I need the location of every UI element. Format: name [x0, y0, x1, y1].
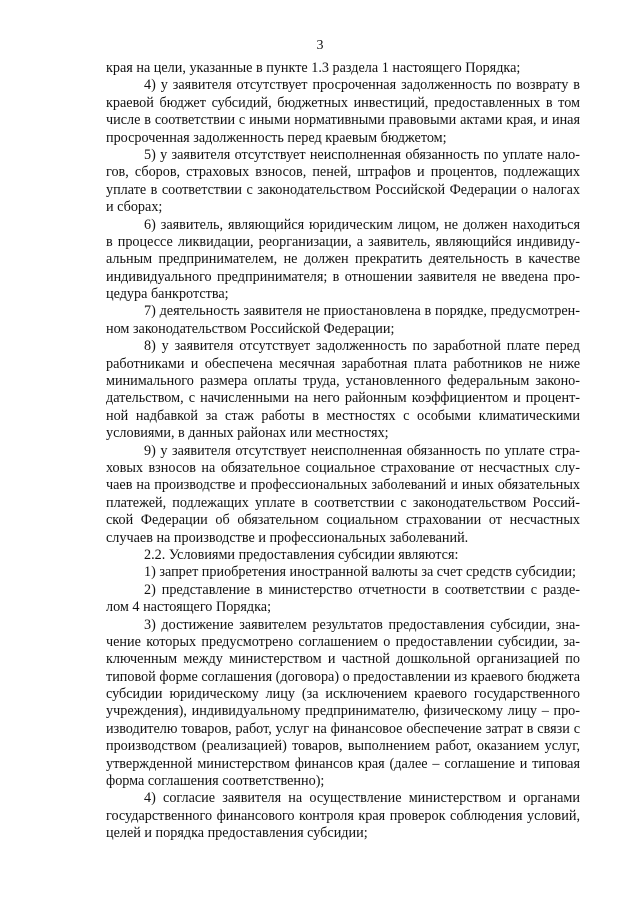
text-line: лом 4 настоящего Порядка;	[106, 599, 272, 616]
text-line: целей и порядка предоставления субсидии;	[106, 825, 368, 842]
text-line: типовой форме соглашения (договора) о предоставлении из краевого бюджета	[106, 668, 580, 685]
text-line: ховых взносов на обязательное социальное страхование от несчастных слу-	[106, 459, 580, 476]
text-line: субсидии юридическому лицу (за исключением краевого государственного	[106, 686, 580, 703]
text-line: в процессе ликвидации, реорганизации, а заявитель, являющийся индивиду-	[106, 233, 580, 250]
text-line: работниками и обеспечена месячная заработная плата работников не ниже	[106, 355, 580, 372]
text-line: производством (реализацией) товаров, выполнением работ, оказанием услуг,	[106, 738, 580, 755]
text-line: индивидуального предпринимателя; в отношении заявителя не введена про-	[106, 268, 580, 285]
text-line: государственного финансового контроля края проверок соблюдения условий,	[106, 807, 580, 824]
text-line: утвержденной министерством финансов края (далее – соглашение и типовая	[106, 755, 580, 772]
text-line: условиями, в данных районах или местностях;	[106, 425, 389, 442]
text-line: ской Федерации об обязательном социальном страховании от несчастных	[106, 512, 580, 529]
text-line: краевой бюджет субсидий, бюджетных инвестиций, предоставленных в том	[106, 94, 580, 111]
text-line: чение которых предусмотрено соглашением о предоставлении субсидии, за-	[106, 633, 580, 650]
text-line: чаев на производстве и профессиональных заболеваний и иных обязательных	[106, 477, 580, 494]
text-line: ключенным между министерством и частной дошкольной организацией по	[106, 651, 580, 668]
page-number: 3	[316, 38, 324, 53]
text-line: гов, сборов, страховых взносов, пеней, штрафов и процентов, подлежащих	[106, 164, 580, 181]
text-line: и сборах;	[106, 199, 163, 216]
text-line: альным предпринимателем, не должен прекратить деятельность в качестве	[106, 251, 580, 268]
text-line: 2.2. Условиями предоставления субсидии являются:	[144, 546, 459, 563]
text-line: 3) достижение заявителем результатов предоставления субсидии, зна-	[144, 616, 580, 633]
text-line: ной надбавкой за стаж работы в местностях с особыми климатическими	[106, 407, 580, 424]
text-line: 5) у заявителя отсутствует неисполненная обязанность по уплате нало-	[144, 146, 580, 163]
text-line: уплате в соответствии с законодательством Российской Федерации о налогах	[106, 181, 580, 198]
text-line: платежей, подлежащих уплате в соответствии с законодательством Россий-	[106, 494, 580, 511]
text-line: изводителю товаров, работ, услуг на финансовое обеспечение затрат в связи с	[106, 720, 580, 737]
text-line: случаев на производстве и профессиональных заболеваний.	[106, 529, 469, 546]
text-line: 7) деятельность заявителя не приостановлена в порядке, предусмотрен-	[144, 303, 580, 320]
text-line: минимального размера оплаты труда, установленного федеральным законо-	[106, 373, 580, 390]
text-line: 9) у заявителя отсутствует неисполненная обязанность по уплате стра-	[144, 442, 580, 459]
text-line: 4) согласие заявителя на осуществление министерством и органами	[144, 790, 580, 807]
text-line: просроченная задолженность перед краевым бюджетом;	[106, 129, 447, 146]
text-line: ном законодательством Российской Федерации;	[106, 320, 395, 337]
text-line: 2) представление в министерство отчетности в соответствии с разде-	[144, 581, 580, 598]
text-line: 6) заявитель, являющийся юридическим лицом, не должен находиться	[144, 216, 580, 233]
text-line: 4) у заявителя отсутствует просроченная задолженность по возврату в	[144, 77, 580, 94]
text-line: учреждения), индивидуальному предпринимателю, физическому лицу – про-	[106, 703, 580, 720]
text-line: форма соглашения соответственно);	[106, 773, 325, 790]
text-line: 1) запрет приобретения иностранной валюты за счет средств субсидии;	[144, 564, 576, 581]
text-line: дательством, с начисленными на него районным коэффициентом и процент-	[106, 390, 580, 407]
text-line: 8) у заявителя отсутствует задолженность по заработной плате перед	[144, 338, 580, 355]
text-line: края на цели, указанные в пункте 1.3 раздела 1 настоящего Порядка;	[106, 60, 521, 76]
text-line: числе в соответствии с иными нормативными правовыми актами края, и иная	[106, 112, 580, 129]
text-line: цедура банкротства;	[106, 286, 229, 303]
document-body	[106, 60, 580, 843]
